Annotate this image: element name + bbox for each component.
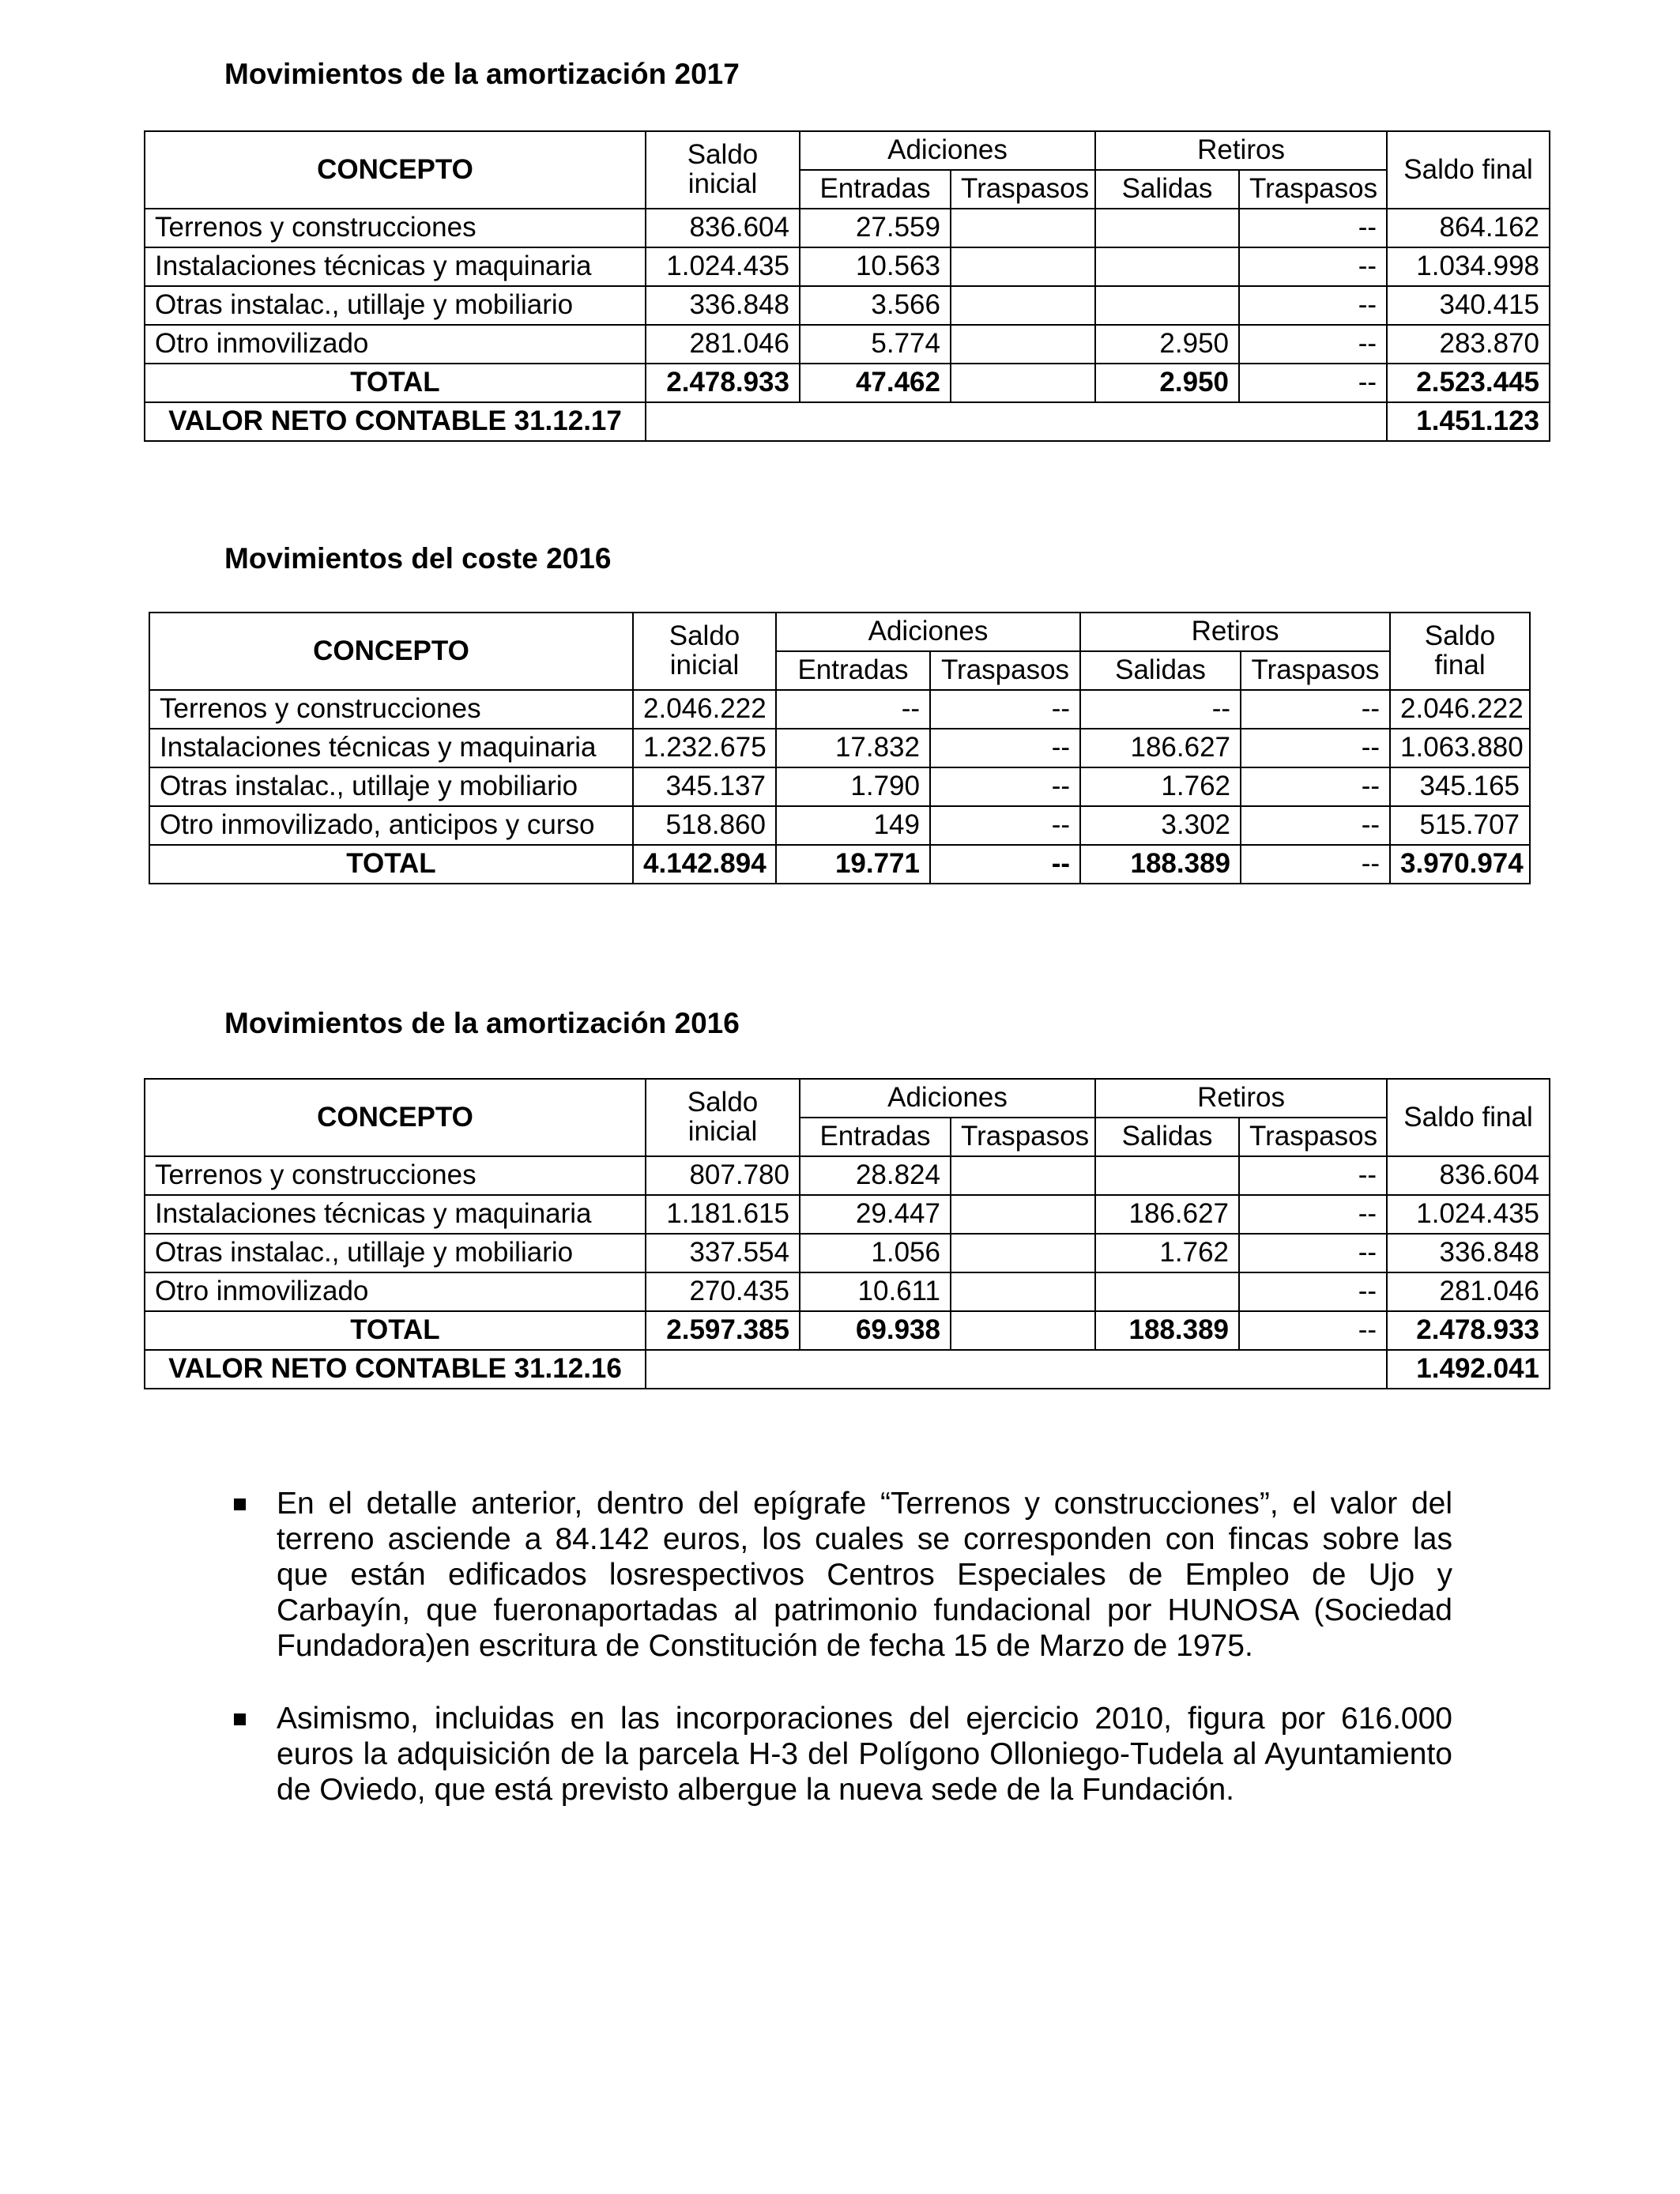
row-concepto: Terrenos y construcciones <box>145 209 646 247</box>
table-row <box>145 1234 1550 1272</box>
cell-salidas <box>1095 247 1239 286</box>
cell-salidas: 3.302 <box>1080 806 1241 845</box>
cell-salidas: 186.627 <box>1080 729 1241 767</box>
header-retiros: Retiros <box>1095 131 1387 170</box>
header-adiciones: Adiciones <box>800 131 1095 170</box>
table-row <box>145 247 1550 286</box>
cell-entradas: 3.566 <box>800 286 951 325</box>
row-concepto: Otro inmovilizado, anticipos y curso <box>149 806 633 845</box>
section-title-amortizacion-2016: Movimientos de la amortización 2016 <box>224 1007 740 1039</box>
cell-entradas: 28.824 <box>800 1156 951 1195</box>
cell-salidas <box>1095 286 1239 325</box>
row-concepto: Otras instalac., utillaje y mobiliario <box>145 286 646 325</box>
cell-traspasos-retiros: -- <box>1241 729 1390 767</box>
row-concepto: Otro inmovilizado <box>145 325 646 364</box>
header-salidas: Salidas <box>1095 170 1239 209</box>
table-row <box>149 690 1530 729</box>
square-bullet-icon <box>234 1498 246 1510</box>
cell-saldo-final: 336.848 <box>1387 1234 1550 1272</box>
valor-neto-label: VALOR NETO CONTABLE 31.12.16 <box>145 1350 646 1389</box>
cell-saldo-final: 1.034.998 <box>1387 247 1550 286</box>
cell-saldo-final: 283.870 <box>1387 325 1550 364</box>
note-text: En el detalle anterior, dentro del epígrafe “Terrenos y construcciones”, el valor del terreno asciende a 84.142 euros, los cuales se corresponden con fincas sobre las que están edificados losrespectivos Centros Especiales de Empleo de Ujo y Carbayín, que fueronaportadas al patrimonio fundacional por HUNOSA (Sociedad Fundadora)en escritura de Constitución de fecha 15 de Marzo de 1975. <box>277 1487 1452 1663</box>
table-row <box>145 325 1550 364</box>
cell-traspasos-adiciones <box>951 1156 1095 1195</box>
header-adiciones: Adiciones <box>800 1079 1095 1118</box>
cell-saldo-inicial: 807.780 <box>646 1156 800 1195</box>
header-traspasos-adiciones: Traspasos <box>951 1118 1095 1156</box>
total-traspasos-retiros: -- <box>1239 1311 1387 1350</box>
cell-saldo-inicial: 345.137 <box>633 767 776 806</box>
cell-traspasos-retiros: -- <box>1241 690 1390 729</box>
header-saldo-final: Saldo final <box>1390 613 1530 690</box>
header-retiros: Retiros <box>1080 613 1390 651</box>
valor-neto-value: 1.451.123 <box>1387 402 1550 441</box>
cell-entradas: 27.559 <box>800 209 951 247</box>
square-bullet-icon <box>234 1713 246 1725</box>
total-saldo-final: 3.970.974 <box>1390 845 1530 884</box>
row-concepto: Terrenos y construcciones <box>145 1156 646 1195</box>
total-label: TOTAL <box>149 845 633 884</box>
header-saldo-inicial: Saldo inicial <box>633 613 776 690</box>
cell-saldo-inicial: 336.848 <box>646 286 800 325</box>
total-saldo-inicial: 4.142.894 <box>633 845 776 884</box>
table-row <box>149 729 1530 767</box>
cell-entradas: 149 <box>776 806 930 845</box>
cell-traspasos-retiros: -- <box>1239 325 1387 364</box>
total-row <box>149 845 1530 884</box>
total-saldo-inicial: 2.478.933 <box>646 364 800 402</box>
cell-salidas: 186.627 <box>1095 1195 1239 1234</box>
header-saldo-inicial: Saldo inicial <box>646 1079 800 1156</box>
cell-saldo-final: 340.415 <box>1387 286 1550 325</box>
note-paragraph <box>277 1701 1452 1808</box>
section-title-coste-2016: Movimientos del coste 2016 <box>224 542 612 575</box>
cell-traspasos-retiros: -- <box>1239 1156 1387 1195</box>
cell-saldo-inicial: 518.860 <box>633 806 776 845</box>
cell-entradas: 5.774 <box>800 325 951 364</box>
cell-traspasos-retiros: -- <box>1239 247 1387 286</box>
header-saldo-final: Saldo final <box>1387 1079 1550 1156</box>
header-retiros: Retiros <box>1095 1079 1387 1118</box>
cell-saldo-final: 2.046.222 <box>1390 690 1530 729</box>
total-entradas: 19.771 <box>776 845 930 884</box>
note-paragraph <box>277 1486 1452 1664</box>
cell-saldo-inicial: 270.435 <box>646 1272 800 1311</box>
cell-salidas: 1.762 <box>1095 1234 1239 1272</box>
row-concepto: Otras instalac., utillaje y mobiliario <box>149 767 633 806</box>
header-traspasos-retiros: Traspasos <box>1239 1118 1387 1156</box>
cell-saldo-final: 1.024.435 <box>1387 1195 1550 1234</box>
table-row <box>145 1195 1550 1234</box>
total-traspasos-adiciones <box>951 364 1095 402</box>
header-traspasos-adiciones: Traspasos <box>930 651 1080 690</box>
total-entradas: 69.938 <box>800 1311 951 1350</box>
cell-traspasos-adiciones <box>951 325 1095 364</box>
cell-traspasos-adiciones <box>951 1234 1095 1272</box>
cell-traspasos-retiros: -- <box>1241 767 1390 806</box>
total-saldo-final: 2.523.445 <box>1387 364 1550 402</box>
valor-neto-empty <box>646 402 1387 441</box>
total-saldo-final: 2.478.933 <box>1387 1311 1550 1350</box>
header-concepto: CONCEPTO <box>145 131 646 209</box>
cell-salidas: 1.762 <box>1080 767 1241 806</box>
total-label: TOTAL <box>145 1311 646 1350</box>
cell-saldo-inicial: 1.181.615 <box>646 1195 800 1234</box>
row-concepto: Instalaciones técnicas y maquinaria <box>149 729 633 767</box>
section-title-amortizacion-2017: Movimientos de la amortización 2017 <box>224 58 740 90</box>
cell-traspasos-retiros: -- <box>1239 209 1387 247</box>
cell-traspasos-adiciones: -- <box>930 690 1080 729</box>
total-traspasos-adiciones <box>951 1311 1095 1350</box>
cell-traspasos-adiciones: -- <box>930 767 1080 806</box>
amortizacion-2016-table <box>144 1078 1550 1389</box>
header-entradas: Entradas <box>800 170 951 209</box>
valor-neto-empty <box>646 1350 1387 1389</box>
header-entradas: Entradas <box>800 1118 951 1156</box>
table-row <box>149 806 1530 845</box>
cell-traspasos-adiciones: -- <box>930 729 1080 767</box>
total-label: TOTAL <box>145 364 646 402</box>
total-traspasos-retiros: -- <box>1239 364 1387 402</box>
cell-saldo-inicial: 281.046 <box>646 325 800 364</box>
cell-entradas: 1.790 <box>776 767 930 806</box>
note-text: Asimismo, incluidas en las incorporaciones del ejercicio 2010, figura por 616.000 euros la adquisición de la parcela H-3 del Polígono Olloniego-Tudela al Ayuntamiento de Oviedo, que está previsto albergue la nueva sede de la Fundación. <box>277 1702 1452 1807</box>
header-saldo-inicial: Saldo inicial <box>646 131 800 209</box>
cell-traspasos-adiciones <box>951 247 1095 286</box>
cell-entradas: 10.563 <box>800 247 951 286</box>
header-traspasos-retiros: Traspasos <box>1239 170 1387 209</box>
row-concepto: Otro inmovilizado <box>145 1272 646 1311</box>
cell-entradas: -- <box>776 690 930 729</box>
table-row <box>145 1156 1550 1195</box>
table-row <box>145 209 1550 247</box>
amortizacion-2017-table <box>144 130 1550 442</box>
header-adiciones: Adiciones <box>776 613 1080 651</box>
valor-neto-row <box>145 1350 1550 1389</box>
header-salidas: Salidas <box>1095 1118 1239 1156</box>
cell-saldo-final: 515.707 <box>1390 806 1530 845</box>
cell-saldo-final: 864.162 <box>1387 209 1550 247</box>
row-concepto: Instalaciones técnicas y maquinaria <box>145 1195 646 1234</box>
valor-neto-row <box>145 402 1550 441</box>
cell-saldo-final: 836.604 <box>1387 1156 1550 1195</box>
cell-salidas <box>1095 1156 1239 1195</box>
table-row <box>145 286 1550 325</box>
total-row <box>145 1311 1550 1350</box>
cell-traspasos-adiciones <box>951 1195 1095 1234</box>
table-row <box>145 1272 1550 1311</box>
total-salidas: 188.389 <box>1080 845 1241 884</box>
total-salidas: 2.950 <box>1095 364 1239 402</box>
row-concepto: Instalaciones técnicas y maquinaria <box>145 247 646 286</box>
cell-salidas <box>1095 1272 1239 1311</box>
cell-traspasos-adiciones: -- <box>930 806 1080 845</box>
cell-saldo-final: 1.063.880 <box>1390 729 1530 767</box>
header-concepto: CONCEPTO <box>149 613 633 690</box>
cell-entradas: 1.056 <box>800 1234 951 1272</box>
cell-traspasos-retiros: -- <box>1239 286 1387 325</box>
header-saldo-final: Saldo final <box>1387 131 1550 209</box>
cell-traspasos-retiros: -- <box>1241 806 1390 845</box>
cell-entradas: 17.832 <box>776 729 930 767</box>
total-traspasos-retiros: -- <box>1241 845 1390 884</box>
cell-entradas: 10.611 <box>800 1272 951 1311</box>
valor-neto-label: VALOR NETO CONTABLE 31.12.17 <box>145 402 646 441</box>
total-entradas: 47.462 <box>800 364 951 402</box>
total-row <box>145 364 1550 402</box>
header-concepto: CONCEPTO <box>145 1079 646 1156</box>
cell-saldo-inicial: 337.554 <box>646 1234 800 1272</box>
cell-saldo-final: 345.165 <box>1390 767 1530 806</box>
cell-traspasos-retiros: -- <box>1239 1272 1387 1311</box>
row-concepto: Otras instalac., utillaje y mobiliario <box>145 1234 646 1272</box>
header-traspasos-retiros: Traspasos <box>1241 651 1390 690</box>
cell-traspasos-retiros: -- <box>1239 1195 1387 1234</box>
cell-saldo-inicial: 1.232.675 <box>633 729 776 767</box>
header-salidas: Salidas <box>1080 651 1241 690</box>
cell-saldo-inicial: 1.024.435 <box>646 247 800 286</box>
cell-saldo-inicial: 2.046.222 <box>633 690 776 729</box>
table-row <box>149 767 1530 806</box>
cell-saldo-inicial: 836.604 <box>646 209 800 247</box>
cell-entradas: 29.447 <box>800 1195 951 1234</box>
cell-traspasos-adiciones <box>951 209 1095 247</box>
total-salidas: 188.389 <box>1095 1311 1239 1350</box>
row-concepto: Terrenos y construcciones <box>149 690 633 729</box>
header-traspasos-adiciones: Traspasos <box>951 170 1095 209</box>
cell-traspasos-adiciones <box>951 1272 1095 1311</box>
cell-salidas: -- <box>1080 690 1241 729</box>
total-traspasos-adiciones: -- <box>930 845 1080 884</box>
cell-salidas <box>1095 209 1239 247</box>
valor-neto-value: 1.492.041 <box>1387 1350 1550 1389</box>
coste-2016-table <box>149 612 1531 884</box>
cell-traspasos-retiros: -- <box>1239 1234 1387 1272</box>
cell-traspasos-adiciones <box>951 286 1095 325</box>
cell-salidas: 2.950 <box>1095 325 1239 364</box>
cell-saldo-final: 281.046 <box>1387 1272 1550 1311</box>
header-entradas: Entradas <box>776 651 930 690</box>
total-saldo-inicial: 2.597.385 <box>646 1311 800 1350</box>
